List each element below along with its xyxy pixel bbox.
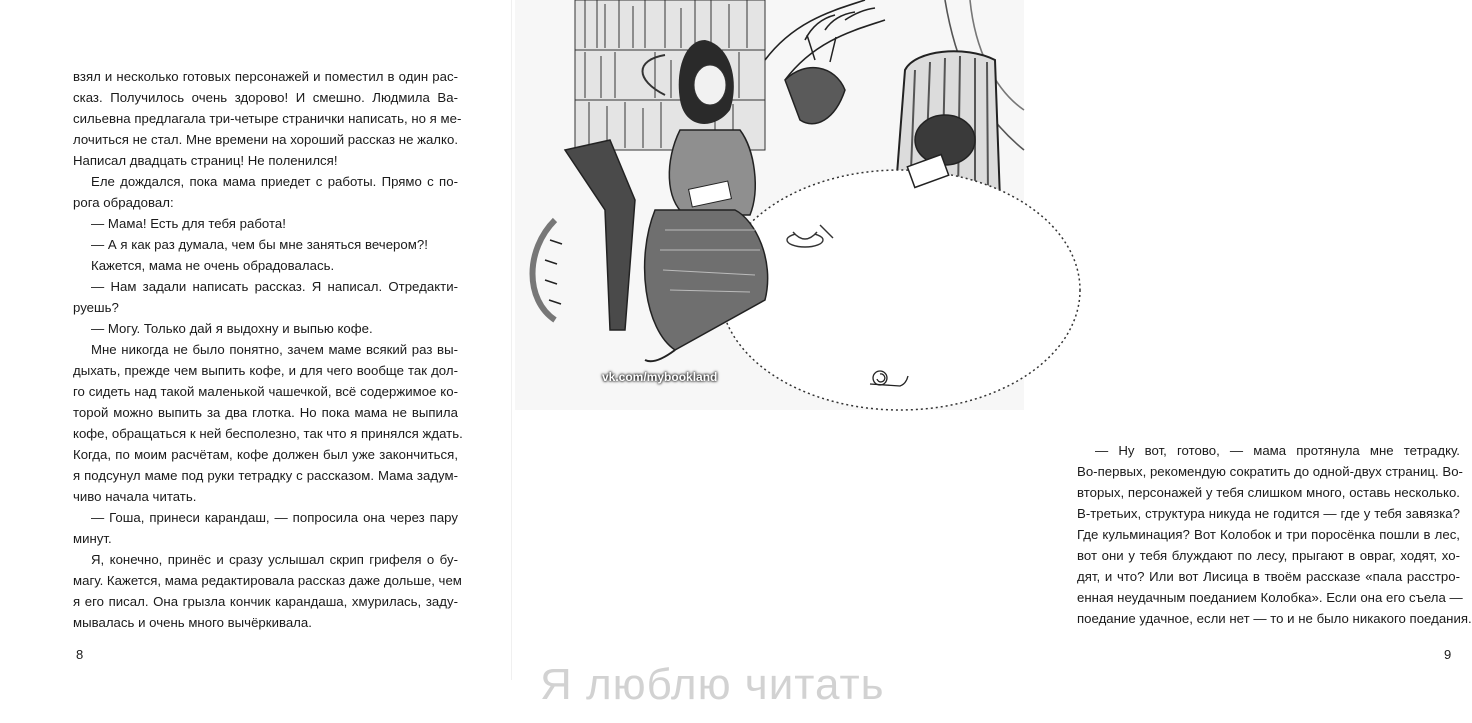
text-line: Мне никогда не было понятно, зачем маме всякий раз вы- — [91, 342, 458, 357]
text-line: Еле дождался, пока мама приедет с работы. Прямо с по- — [91, 174, 458, 189]
left-page-text — [73, 66, 463, 633]
text-line: сказ. Получилось очень здорово! И смешно. Людмила Ва- — [73, 90, 458, 105]
text-line: енная неудачным поеданием Колобка». Если она его съела — — [1077, 590, 1463, 605]
text-line: В-третьих, структура никуда не годится — где у тебя завязка? — [1077, 506, 1460, 521]
text-line: — А я как раз думала, чем бы мне заняться вечером?! — [91, 237, 428, 252]
text-line: мывалась и очень много вычёркивала. — [73, 615, 312, 630]
illustration — [515, 0, 1024, 410]
text-line: Во-первых, рекомендую сократить до одной-двух страниц. Во- — [1077, 464, 1463, 479]
text-line: рога обрадовал: — [73, 195, 174, 210]
text-line: — Мама! Есть для тебя работа! — [91, 216, 286, 231]
left-page — [0, 0, 512, 723]
text-line: — Могу. Только дай я выдохну и выпью кофе. — [91, 321, 373, 336]
text-line: кофе, обращаться к ней бесполезно, так что я принялся ждать. — [73, 426, 463, 441]
right-page-text — [1077, 440, 1472, 629]
text-line: Я, конечно, принёс и сразу услышал скрип грифеля о бу- — [91, 552, 458, 567]
text-line: Где кульминация? Вот Колобок и три поросёнка пошли в лес, — [1077, 527, 1460, 542]
text-line: Когда, по моим расчётам, кофе должен был уже закончиться, — [73, 447, 458, 462]
text-line: взял и несколько готовых персонажей и поместил в один рас- — [73, 69, 458, 84]
page-number-right: 9 — [1444, 647, 1452, 662]
text-line: го сидеть над такой маленькой чашечкой, всё содержимое ко- — [73, 384, 458, 399]
text-line: Кажется, мама не очень обрадовалась. — [91, 258, 335, 273]
text-line: магу. Кажется, мама редактировала рассказ даже дольше, чем — [73, 573, 462, 588]
text-line: сильевна предлагала три-четыре странички написать, но я ме- — [73, 111, 462, 126]
text-line: я подсунул маме под руки тетрадку с рассказом. Мама задум- — [73, 468, 458, 483]
text-line: — Нам задали написать рассказ. Я написал. Отредакти- — [91, 279, 458, 294]
text-line: торой можно выпить за два глотка. Но пока мама не выпила — [73, 405, 458, 420]
text-line: минут. — [73, 531, 112, 546]
round-table-image — [720, 170, 1080, 410]
text-line: руешь? — [73, 300, 119, 315]
text-line: лочиться не стал. Мне времени на хороший рассказ не жалко. — [73, 132, 458, 147]
text-line: дят, и что? Или вот Лисица в твоём рассказе «пала расстро- — [1077, 569, 1460, 584]
text-line: вторых, персонажей у тебя слишком много, оставь несколько. — [1077, 485, 1460, 500]
text-line: Написал двадцать страниц! Не поленился! — [73, 153, 338, 168]
text-line: вот они у тебя блуждают по лесу, прыгают в овраг, ходят, хо- — [1077, 548, 1460, 563]
bookshelf-image — [575, 0, 765, 150]
text-line: поедание удачное, если нет — то и не было никакого поедания. — [1077, 611, 1472, 626]
watermark-url: vk.com/mybookland — [602, 370, 718, 384]
page-number-left: 8 — [76, 647, 84, 662]
footer-watermark: Я люблю читать — [540, 660, 885, 709]
text-line: — Ну вот, готово, — мама протянула мне тетрадку. — [1095, 443, 1460, 458]
text-line: чиво начала читать. — [73, 489, 197, 504]
text-line: — Гоша, принеси карандаш, — попросила она через пару — [91, 510, 458, 525]
illustration-drawing — [515, 0, 1024, 410]
text-line: я его писал. Она грызла кончик карандаша, хмурилась, заду- — [73, 594, 458, 609]
text-line: дыхать, прежде чем выпить кофе, и для чего вообще так дол- — [73, 363, 458, 378]
